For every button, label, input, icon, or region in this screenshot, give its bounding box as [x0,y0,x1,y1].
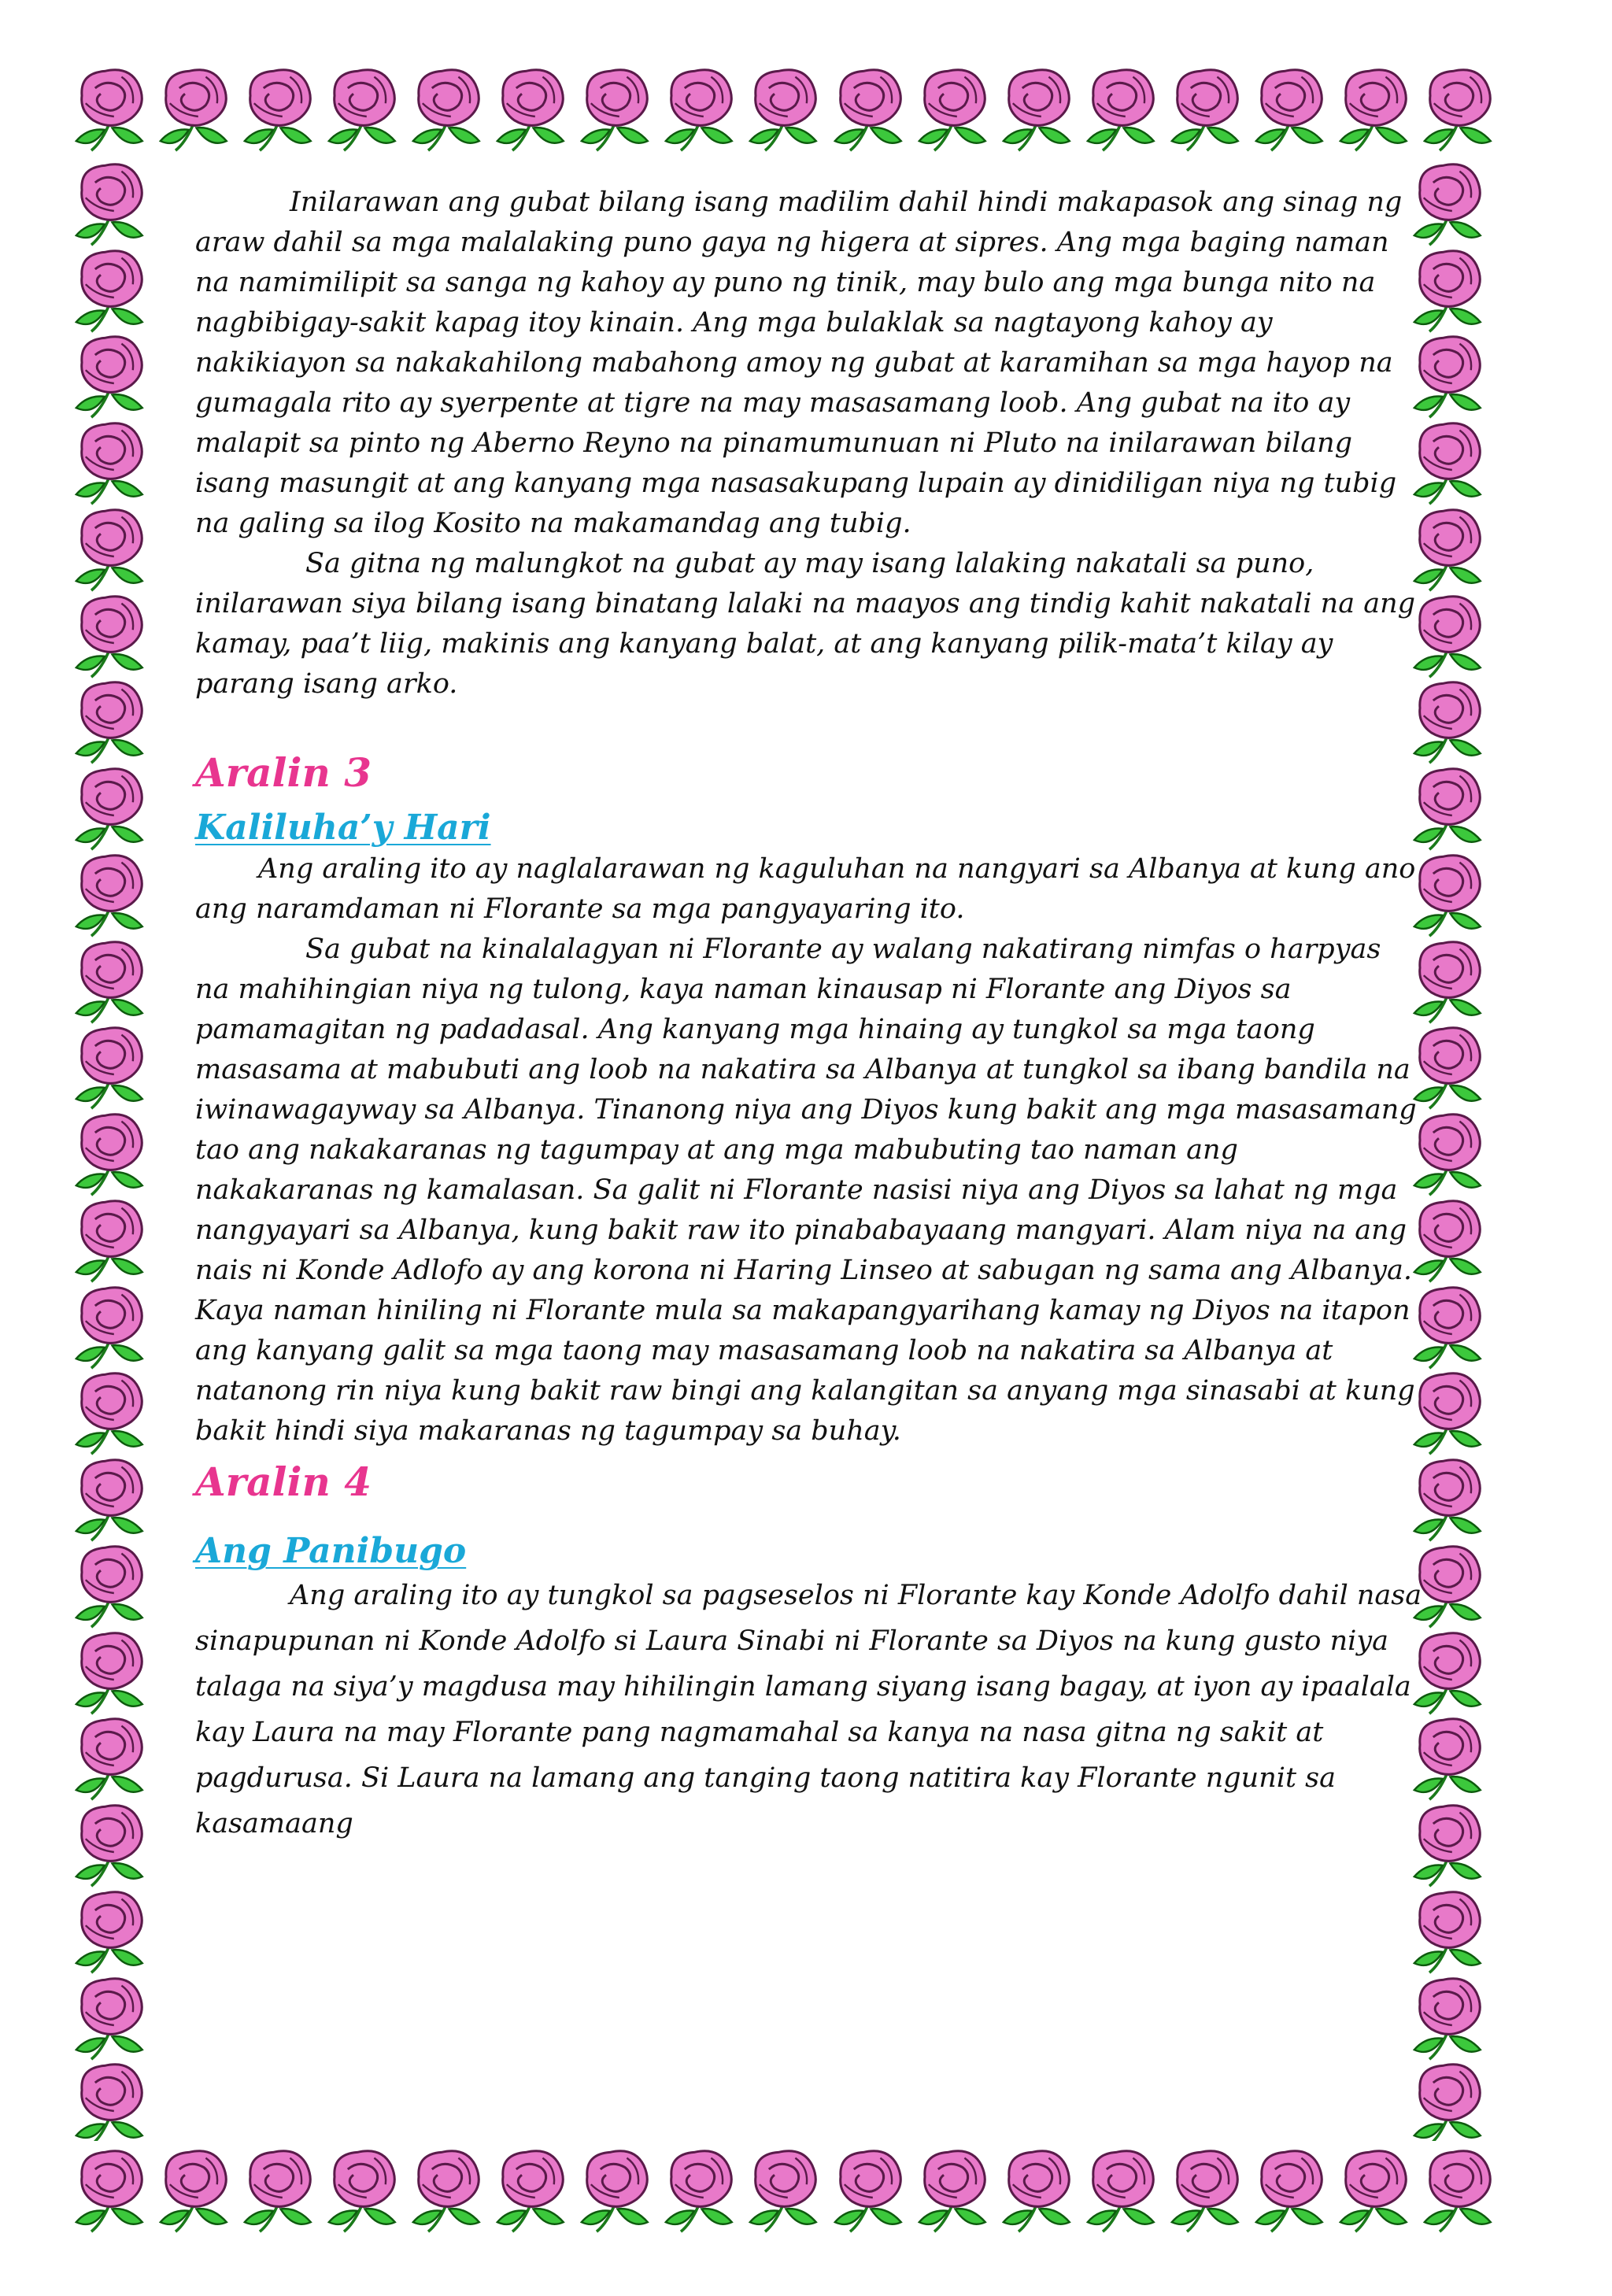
pink-rose-icon [63,586,157,681]
pink-rose-icon [63,1536,157,1631]
pink-rose-icon [63,241,157,335]
pink-rose-icon [1074,60,1169,154]
pink-rose-icon [231,2141,326,2235]
pink-rose-icon [231,60,326,154]
pink-rose-icon [63,327,157,421]
pink-rose-icon [1411,2141,1496,2235]
border-bottom [63,2141,1496,2235]
pink-rose-icon [63,1277,157,1372]
lesson-3-heading: Aralin 3 [195,749,372,796]
pink-rose-icon [822,60,916,154]
pink-rose-icon [63,1018,157,1112]
pink-rose-icon [63,1450,157,1544]
pink-rose-icon [63,1969,157,2063]
intro-paragraph-2: Sa gitna ng malungkot na gubat ay may isang lalaking nakatali sa puno, inilarawan siya bilang isang binatang lalaki na maayos ang tindig kahit nakatali na ang kamay, paa’t liig, makinis ang kanyang balat, at ang kanyang pilik-mata’t kilay ay parang isang arko. [195,548,1416,700]
pink-rose-icon [1401,1969,1496,2063]
pink-rose-icon [906,2141,1000,2235]
pink-rose-icon [1243,2141,1337,2235]
pink-rose-icon [63,759,157,853]
lesson-4-paragraph-1: Ang araling ito ay tungkol sa pagseselos ni Florante kay Konde Adolfo dahil nasa sinapupunan ni Konde Adolfo si Laura Sinabi ni Florante sa Diyos na kung gusto niya talaga na siya’y magdusa may hihilingin lamang siyang isang bagay, at iyon ay ipaalala kay Laura na may Florante pang nagmamahal sa kanya na nasa gitna ng sakit at pagdurusa. Si Laura na lamang ang tanging taong natitira kay Florante ngunit sa kasamaang [195,1580,1422,1839]
lesson-3-title: Kaliluha’y Hari [195,808,491,848]
pink-rose-icon [63,2054,157,2141]
pink-rose-icon [316,60,410,154]
pink-rose-icon [653,60,747,154]
pink-rose-icon [63,1191,157,1285]
pink-rose-icon [147,60,242,154]
pink-rose-icon [147,2141,242,2235]
pink-rose-icon [568,60,663,154]
pink-rose-icon [63,1882,157,1976]
pink-rose-icon [990,2141,1085,2235]
pink-rose-icon [63,500,157,594]
pink-rose-icon [484,60,579,154]
pink-rose-icon [1327,2141,1422,2235]
pink-rose-icon [63,1363,157,1458]
pink-rose-icon [1159,60,1253,154]
pink-rose-icon [906,60,1000,154]
pink-rose-icon [63,154,157,249]
pink-rose-icon [822,2141,916,2235]
pink-rose-icon [484,2141,579,2235]
pink-rose-icon [63,2141,157,2235]
pink-rose-icon [1401,2054,1496,2141]
pink-rose-icon [63,845,157,940]
pink-rose-icon [63,413,157,508]
pink-rose-icon [400,2141,494,2235]
pink-rose-icon [737,60,831,154]
pink-rose-icon [1411,60,1496,154]
pink-rose-icon [990,60,1085,154]
pink-rose-icon [63,1623,157,1717]
pink-rose-icon [1327,60,1422,154]
pink-rose-icon [1159,2141,1253,2235]
intro-paragraph-1: Inilarawan ang gubat bilang isang madilim dahil hindi makapasok ang sinag ng araw dahil sa mga malalaking puno gaya ng higera at sipres. Ang mga baging naman na namimilipit sa sanga ng kahoy ay puno ng tinik, may bulo ang mga bunga nito na nagbibigay-sakit kapag itoy kinain. Ang mga bulaklak sa nagtayong kahoy ay nakikiayon sa nakakahilong mabahong amoy ng gubat at karamihan sa mga hayop na gumagala rito ay syerpente at tigre na may masasamang loob. Ang gubat na ito ay malapit sa pinto ng Aberno Reyno na pinamumunuan ni Pluto na inilarawan bilang isang masungit at ang kanyang mga nasasakupang lupain ay dinidiligan niya ng tubig na galing sa ilog Kosito na makamandag ang tubig. [195,187,1403,539]
pink-rose-icon [63,672,157,767]
lesson-3-paragraph-2: Sa gubat na kinalalagyan ni Florante ay walang nakatirang nimfas o harpyas na mahihingian niya ng tulong, kaya naman kinausap ni Florante ang Diyos sa pamamagitan ng padadasal. Ang kanyang mga hinaing ay tungkol sa mga taong masasama at mabubuti ang loob na nakatira sa Albanya at tungkol sa ibang bandila na iwinawagayway sa Albanya. Tinanong niya ang Diyos kung bakit ang mga masasamang tao ang nakakaranas ng tagumpay at ang mga mabubuting tao naman ang nakakaranas ng kamalasan. Sa galit ni Florante nasisi niya ang Diyos sa lahat ng mga nangyayari sa Albanya, kung bakit raw ito pinababayaang mangyari. Alam niya na ang nais ni Konde Adlofo ay ang korona ni Haring Linseo at sabugan ng sama ang Albanya. Kaya naman hiniling ni Florante mula sa makapangyarihang kamay ng Diyos na itapon ang kanyang galit sa mga taong may masasamang loob na nakatira sa Albanya at natanong rin niya kung bakit raw bingi ang kalangitan sa anyang mga sinasabi at kung bakit hindi siya makaranas ng tagumpay sa buhay. [195,934,1417,1447]
pink-rose-icon [737,2141,831,2235]
lesson-4-title: Ang Panibugo [195,1531,467,1571]
pink-rose-icon [316,2141,410,2235]
border-left [63,154,157,2141]
pink-rose-icon [63,1709,157,1803]
pink-rose-icon [1401,1882,1496,1976]
pink-rose-icon [653,2141,747,2235]
pink-rose-icon [1074,2141,1169,2235]
document-body [195,183,1423,1847]
lesson-4-heading: Aralin 4 [195,1459,372,1505]
border-top [63,60,1496,154]
pink-rose-icon [1243,60,1337,154]
pink-rose-icon [568,2141,663,2235]
pink-rose-icon [63,1104,157,1199]
pink-rose-icon [63,932,157,1026]
pink-rose-icon [400,60,494,154]
pink-rose-icon [63,1795,157,1890]
pink-rose-icon [63,60,157,154]
lesson-3-paragraph-1: Ang araling ito ay naglalarawan ng kaguluhan na nangyari sa Albanya at kung ano ang naramdaman ni Florante sa mga pangyayaring ito. [195,853,1416,925]
